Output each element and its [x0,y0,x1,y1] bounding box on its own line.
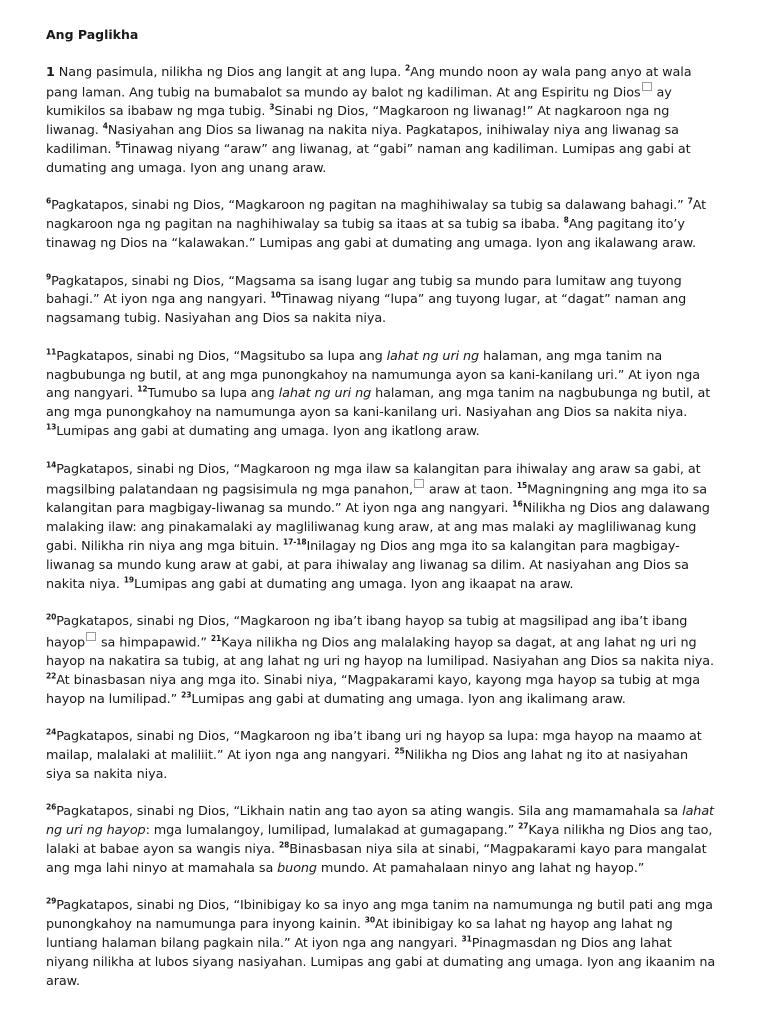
paragraph [46,897,716,991]
verse-number: 24 [46,728,57,738]
verse-number: 22 [46,671,57,681]
verse-number: 23 [181,690,192,700]
verse-number: 2 [405,63,411,73]
verse-text: Tinawag niyang “lupa” ang tuyong lugar, at “dagat” naman ang nagsamang tubig. Nasiyahan ang Dios sa nakita niya. [46,292,687,327]
verse-text: Tinawag niyang “araw” ang liwanag, at “gabi” naman ang kadiliman. Lumipas ang gabi at dumating ang umaga. Iyon ang unang araw. [46,142,691,176]
verse-number: 15 [516,481,528,491]
verse-text: Sinabi ng Dios, “Magkaroon ng liwanag!” At nagkaroon nga ng liwanag. [46,104,670,139]
verse-text: Kaya nilikha ng Dios ang tao, lalaki at babae ayon sa wangis niya. [46,823,713,858]
italic-text: lahat ng uri ng hayop [46,804,714,839]
verse-text: Nilikha ng Dios ang dalawang malaking ilaw: ang pinakamalaki ay magliliwanag kung araw, at ang mas malaki ay magliliwanag kung gabi. Nilikha rin niya ang mga bituin. [46,501,710,555]
verse-number: 12 [137,385,148,395]
verse-number: 11 [46,347,57,357]
verse-text: Pagkatapos, sinabi ng Dios, “Magsama sa isang lugar ang tubig sa mundo para lumitaw ang tuyong bahagi.” At iyon nga ang nangyari. [46,273,682,308]
verse-number: 14 [46,460,57,470]
verse-number: 7 [687,197,693,207]
italic-text: buong [277,860,317,876]
verse-text: Lumipas ang gabi at dumating ang umaga. Iyon ang ikatlong araw. [56,424,480,439]
verse-number: 19 [123,575,135,585]
paragraph [46,64,716,179]
verse-number: 16 [512,500,523,510]
verse-text: Kaya nilikha ng Dios ang malalaking hayop sa dagat, at ang lahat ng uri ng hayop na nakatira sa tubig, at ang lahat ng uri ng hayop na lumilipad. Nasiyahan ang Dios sa nakita niya. [46,635,714,670]
italic-text: lahat ng uri ng [278,386,372,402]
verse-text: Pagkatapos, sinabi ng Dios, “Magkaroon ng mga ilaw sa kalangitan para ihiwalay ang araw sa gabi, at magsilbing palatandaan ng pagsisimula ng mga panahon, [46,461,701,498]
verse-text: Inilagay ng Dios ang mga ito sa kalangitan para magbigay-liwanag sa mundo kung araw at gabi, at para ihiwalay ang liwanag sa dilim. At nasiyahan ang Dios sa nakita niya. [46,539,689,592]
verse-text: Binasbasan niya sila at sinabi, “Magpakarami kayo para mangalat ang mga lahi ninyo at mamahala sa [46,842,707,876]
verse-number: 3 [269,103,275,113]
verse-number: 28 [278,840,290,850]
verse-number: 27 [518,822,529,831]
verse-text: At ibinibigay ko sa lahat ng hayop ang lahat ng luntiang halaman bilang pagkain nila.” At iyon nga ang nangyari. [46,917,673,952]
verse-text: Pagkatapos, sinabi ng Dios, “Likhain natin ang tao ayon sa ating wangis. Sila ang mamamahala sa [56,804,683,820]
verse-number: 20 [46,612,57,622]
paragraph [46,197,716,253]
verse-text: araw at taon. [424,482,517,498]
verse-number: 6 [46,197,52,207]
verse-text: Lumipas ang gabi at dumating ang umaga. Iyon ang ikalimang araw. [191,691,626,707]
verse-text: Magningning ang mga ito sa kalangitan para magbigay-liwanag sa mundo.” At iyon nga ang nangyari. [46,482,707,517]
verse-text: Pagkatapos, sinabi ng Dios, “Magkaroon ng pagitan na maghihiwalay sa tubig sa dalawang bahagi.” [51,198,688,214]
verse-number: 8 [563,215,569,225]
verse-text: Nasiyahan ang Dios sa liwanag na nakita niya. Pagkatapos, inihiwalay niya ang liwanag sa kadiliman. [46,123,679,158]
passage-body [46,64,716,992]
footnote-icon[interactable] [642,82,652,91]
paragraph [46,728,716,784]
verse-number: 25 [394,746,405,756]
paragraph [46,348,716,442]
verse-text: Pagkatapos, sinabi ng Dios, “Magkaroon ng iba’t ibang hayop sa tubig at magsilipad ang iba’t ibang hayop [46,614,688,651]
document-page [46,26,716,1010]
paragraph [46,613,716,709]
verse-number: 13 [46,422,57,432]
verse-text: Pagkatapos, sinabi ng Dios, “Magsitubo sa lupa ang [56,348,387,364]
paragraph [46,273,716,329]
verse-number: 26 [46,803,57,813]
verse-text: halaman, ang mga tanim na nagbubunga ng butil, at ang mga punongkahoy na namumunga ayon sa kani-kanilang uri. Nasiyahan ang Dios sa nakita niya. [46,386,711,421]
verse-text: Pagkatapos, sinabi ng Dios, “Magkaroon ng iba’t ibang uri ng hayop sa lupa: mga hayop na maamo at mailap, malalaki at maliliit.” At iyon nga ang nangyari. [46,729,702,764]
verse-number: 29 [46,897,57,907]
verse-number: 17-18 [282,537,307,547]
verse-number: 5 [115,140,121,150]
verse-text: Nang pasimula, nilikha ng Dios ang langit at ang lupa. [54,64,406,80]
verse-text: Tumubo sa lupa ang [147,386,279,402]
verse-text: sa himpapawid.” [96,635,211,651]
verse-text: Ang mundo noon ay wala pang anyo at wala pang laman. Ang tubig na bumabalot sa mundo ay balot ng kadiliman. At ang Espiritu ng Dios [46,64,692,101]
verse-text: At nagkaroon nga ng pagitan na naghihiwalay sa tubig sa itaas at sa tubig sa ibaba. [46,198,707,233]
verse-text: At binasbasan niya ang mga ito. Sinabi niya, “Magpakarami kayo, kayong mga hayop sa tubig at mga hayop na lumilipad.” [46,672,701,707]
footnote-icon[interactable] [414,479,424,488]
verse-number: 9 [46,272,52,282]
verse-text: ay kumikilos sa ibabaw ng mga tubig. [46,85,672,120]
verse-text: Pagkatapos, sinabi ng Dios, “Ibinibigay ko sa inyo ang mga tanim na namumunga ng butil pati ang mga punongkahoy na namumunga para inyong kainin. [46,898,713,933]
verse-number: 4 [102,121,108,131]
paragraph [46,803,716,878]
verse-text: : mga lumalangoy, lumilipad, lumalakad at gumagapang.” [145,823,519,839]
verse-text: Nilikha ng Dios ang lahat ng ito at nasiyahan siya sa nakita niya. [46,748,688,782]
footnote-icon[interactable] [86,632,96,641]
italic-text: lahat ng uri ng [386,348,480,364]
verse-text: Ang pagitang ito’y tinawag ng Dios na “kalawakan.” Lumipas ang gabi at dumating ang umaga. Iyon ang ikalawang araw. [46,217,696,252]
verse-text: mundo. At pamahalaan ninyo ang lahat ng hayop.” [316,860,645,876]
paragraph [46,461,716,595]
verse-number: 21 [210,634,222,644]
verse-number: 31 [461,934,472,944]
verse-text: halaman, ang mga tanim na nagbubunga ng butil, at ang mga punongkahoy na namumunga ayon sa kani-kanilang uri.” At iyon nga ang nangyari. [46,348,700,402]
chapter-number: 1 [46,64,55,80]
verse-number: 10 [270,291,281,301]
section-title: Ang Paglikha [46,27,139,42]
verse-text: Pinagmasdan ng Dios ang lahat niyang nilikha at lubos siyang nasiyahan. Lumipas ang gabi at dumating ang umaga. Iyon ang ikaanim na araw. [46,936,716,989]
verse-text: Lumipas ang gabi at dumating ang umaga. Iyon ang ikaapat na araw. [134,576,574,592]
verse-number: 30 [364,915,376,925]
